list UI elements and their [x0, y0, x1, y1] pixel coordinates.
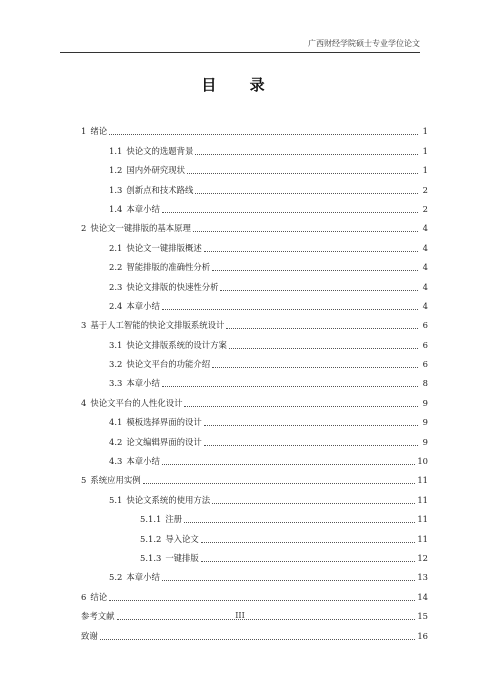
toc-entry-page: 4 [422, 242, 428, 253]
toc-entry-page: 14 [417, 591, 428, 602]
toc-entry-number: 5.1.3 [140, 552, 162, 563]
toc-entry-number: 2 [81, 223, 87, 234]
toc-entry-number: 6 [81, 591, 87, 602]
toc-entry-title: 基于人工智能的快论文排版系统设计 [90, 320, 225, 331]
table-of-contents [81, 118, 428, 642]
toc-entry[interactable] [81, 137, 428, 156]
toc-entry[interactable] [81, 506, 428, 525]
toc-entry[interactable] [81, 215, 428, 234]
toc-dot-leader [204, 425, 418, 426]
toc-entry-number: 1.2 [109, 165, 123, 176]
toc-entry-title: 创新点和技术路线 [126, 184, 194, 195]
toc-entry-title: 结论 [90, 591, 108, 602]
toc-entry[interactable] [81, 312, 428, 331]
toc-dot-leader [184, 406, 418, 407]
toc-entry-number: 1.1 [109, 145, 123, 156]
toc-entry-title: 本章小结 [126, 572, 160, 583]
toc-entry-number: 4.1 [109, 417, 123, 428]
toc-entry-number: 3.1 [109, 339, 123, 350]
toc-dot-leader [100, 639, 416, 640]
toc-entry-page: 1 [422, 126, 428, 137]
toc-dot-leader [143, 483, 416, 484]
page-number: III [235, 611, 245, 620]
toc-entry[interactable] [81, 428, 428, 447]
toc-entry-page: 6 [422, 339, 428, 350]
toc-entry-page: 15 [417, 611, 428, 622]
page-title: 目 录 [201, 76, 279, 94]
toc-entry[interactable] [81, 293, 428, 312]
toc-entry-title: 快论文排版的快速性分析 [126, 281, 219, 292]
toc-dot-leader [226, 328, 418, 329]
toc-entry-number: 4.2 [109, 436, 123, 447]
toc-entry-title: 本章小结 [126, 378, 160, 389]
toc-entry-title: 智能排版的准确性分析 [126, 262, 211, 273]
toc-dot-leader [212, 367, 418, 368]
toc-entry[interactable] [81, 118, 428, 137]
toc-entry-title: 致谢 [81, 630, 98, 641]
toc-dot-leader [204, 445, 418, 446]
toc-entry-page: 11 [417, 514, 428, 525]
toc-entry-page: 4 [422, 300, 428, 311]
toc-dot-leader [162, 309, 418, 310]
toc-entry[interactable] [81, 370, 428, 389]
toc-entry-page: 11 [417, 533, 428, 544]
toc-entry-page: 6 [422, 320, 428, 331]
toc-entry[interactable] [81, 583, 428, 602]
toc-entry-number: 5.1.1 [140, 514, 162, 525]
toc-entry[interactable] [81, 176, 428, 195]
toc-entry-number: 4 [81, 397, 87, 408]
toc-entry[interactable] [81, 254, 428, 273]
toc-dot-leader [220, 290, 418, 291]
toc-entry-number: 5 [81, 475, 87, 486]
toc-entry-number: 2.4 [109, 300, 123, 311]
toc-entry-page: 9 [422, 417, 428, 428]
toc-dot-leader [109, 600, 415, 601]
toc-entry-page: 9 [422, 397, 428, 408]
toc-entry-title: 模板选择界面的设计 [126, 417, 202, 428]
toc-entry[interactable] [81, 564, 428, 583]
toc-entry-title: 参考文献 [81, 611, 115, 622]
toc-dot-leader [212, 503, 415, 504]
toc-entry[interactable] [81, 351, 428, 370]
toc-entry-number: 2.3 [109, 281, 123, 292]
toc-entry-number: 3.3 [109, 378, 123, 389]
toc-entry-title: 快论文平台的功能介绍 [126, 359, 211, 370]
toc-entry-page: 11 [417, 494, 428, 505]
toc-entry-page: 11 [417, 475, 428, 486]
toc-entry-number: 5.1.2 [140, 533, 162, 544]
toc-entry-page: 4 [422, 281, 428, 292]
toc-entry-number: 2.1 [109, 242, 123, 253]
toc-entry-page: 12 [417, 552, 428, 563]
toc-entry[interactable] [81, 273, 428, 292]
toc-dot-leader [204, 251, 418, 252]
toc-entry-page: 13 [417, 572, 428, 583]
toc-entry-number: 1.4 [109, 203, 123, 214]
toc-entry-title: 一键排版 [165, 552, 199, 563]
toc-entry[interactable] [81, 467, 428, 486]
toc-entry-title: 快论文一键排版概述 [126, 242, 202, 253]
toc-entry-page: 4 [422, 262, 428, 273]
toc-entry-title: 系统应用实例 [90, 475, 141, 486]
toc-entry-title: 本章小结 [126, 456, 160, 467]
toc-entry[interactable] [81, 389, 428, 408]
toc-entry-title: 论文编辑界面的设计 [126, 436, 202, 447]
toc-entry-number: 2.2 [109, 262, 123, 273]
toc-entry-title: 快论文一键排版的基本原理 [90, 223, 191, 234]
toc-dot-leader [193, 231, 418, 232]
running-header: 广西财经学院硕士专业学位论文 [60, 38, 420, 53]
toc-dot-leader [187, 173, 418, 174]
toc-entry-number: 5.1 [109, 494, 123, 505]
toc-entry[interactable] [81, 525, 428, 544]
toc-entry[interactable] [81, 448, 428, 467]
toc-entry-number: 4.3 [109, 456, 123, 467]
toc-entry-number: 1.3 [109, 184, 123, 195]
toc-entry-page: 2 [422, 203, 428, 214]
toc-entry-title: 快论文系统的使用方法 [126, 494, 211, 505]
toc-entry-page: 16 [417, 630, 428, 641]
toc-entry-title: 快论文的选题背景 [126, 145, 194, 156]
toc-entry-title: 本章小结 [126, 203, 160, 214]
toc-entry-title: 国内外研究现状 [126, 165, 185, 176]
toc-entry[interactable] [81, 622, 428, 641]
toc-entry[interactable] [81, 545, 428, 564]
toc-dot-leader [229, 348, 418, 349]
toc-entry[interactable] [81, 234, 428, 253]
toc-entry-title: 本章小结 [126, 300, 160, 311]
toc-entry-number: 3 [81, 320, 87, 331]
toc-dot-leader [212, 270, 418, 271]
toc-dot-leader [184, 522, 415, 523]
toc-entry-title: 导入论文 [165, 533, 199, 544]
toc-dot-leader [195, 193, 418, 194]
toc-entry-title: 绪论 [90, 126, 108, 137]
toc-entry[interactable] [81, 196, 428, 215]
toc-entry-page: 10 [417, 456, 428, 467]
toc-entry-page: 1 [422, 165, 428, 176]
toc-dot-leader [162, 386, 418, 387]
toc-entry-number: 3.2 [109, 359, 123, 370]
toc-entry-title: 注册 [165, 514, 183, 525]
toc-dot-leader [201, 561, 416, 562]
toc-entry-number: 5.2 [109, 572, 123, 583]
toc-dot-leader [162, 580, 416, 581]
toc-entry-page: 2 [422, 184, 428, 195]
toc-dot-leader [195, 154, 418, 155]
toc-entry-title: 快论文排版系统的设计方案 [126, 339, 227, 350]
toc-entry[interactable] [81, 331, 428, 350]
toc-entry-page: 1 [422, 145, 428, 156]
toc-entry-page: 6 [422, 359, 428, 370]
toc-dot-leader [201, 542, 416, 543]
toc-entry[interactable] [81, 486, 428, 505]
toc-dot-leader [109, 134, 418, 135]
toc-dot-leader [162, 464, 416, 465]
toc-entry-page: 4 [422, 223, 428, 234]
toc-entry[interactable] [81, 409, 428, 428]
toc-entry-number: 1 [81, 126, 87, 137]
toc-dot-leader [162, 212, 418, 213]
toc-entry-page: 8 [422, 378, 428, 389]
toc-entry[interactable] [81, 157, 428, 176]
toc-entry-title: 快论文平台的人性化设计 [90, 397, 183, 408]
toc-entry-page: 9 [422, 436, 428, 447]
